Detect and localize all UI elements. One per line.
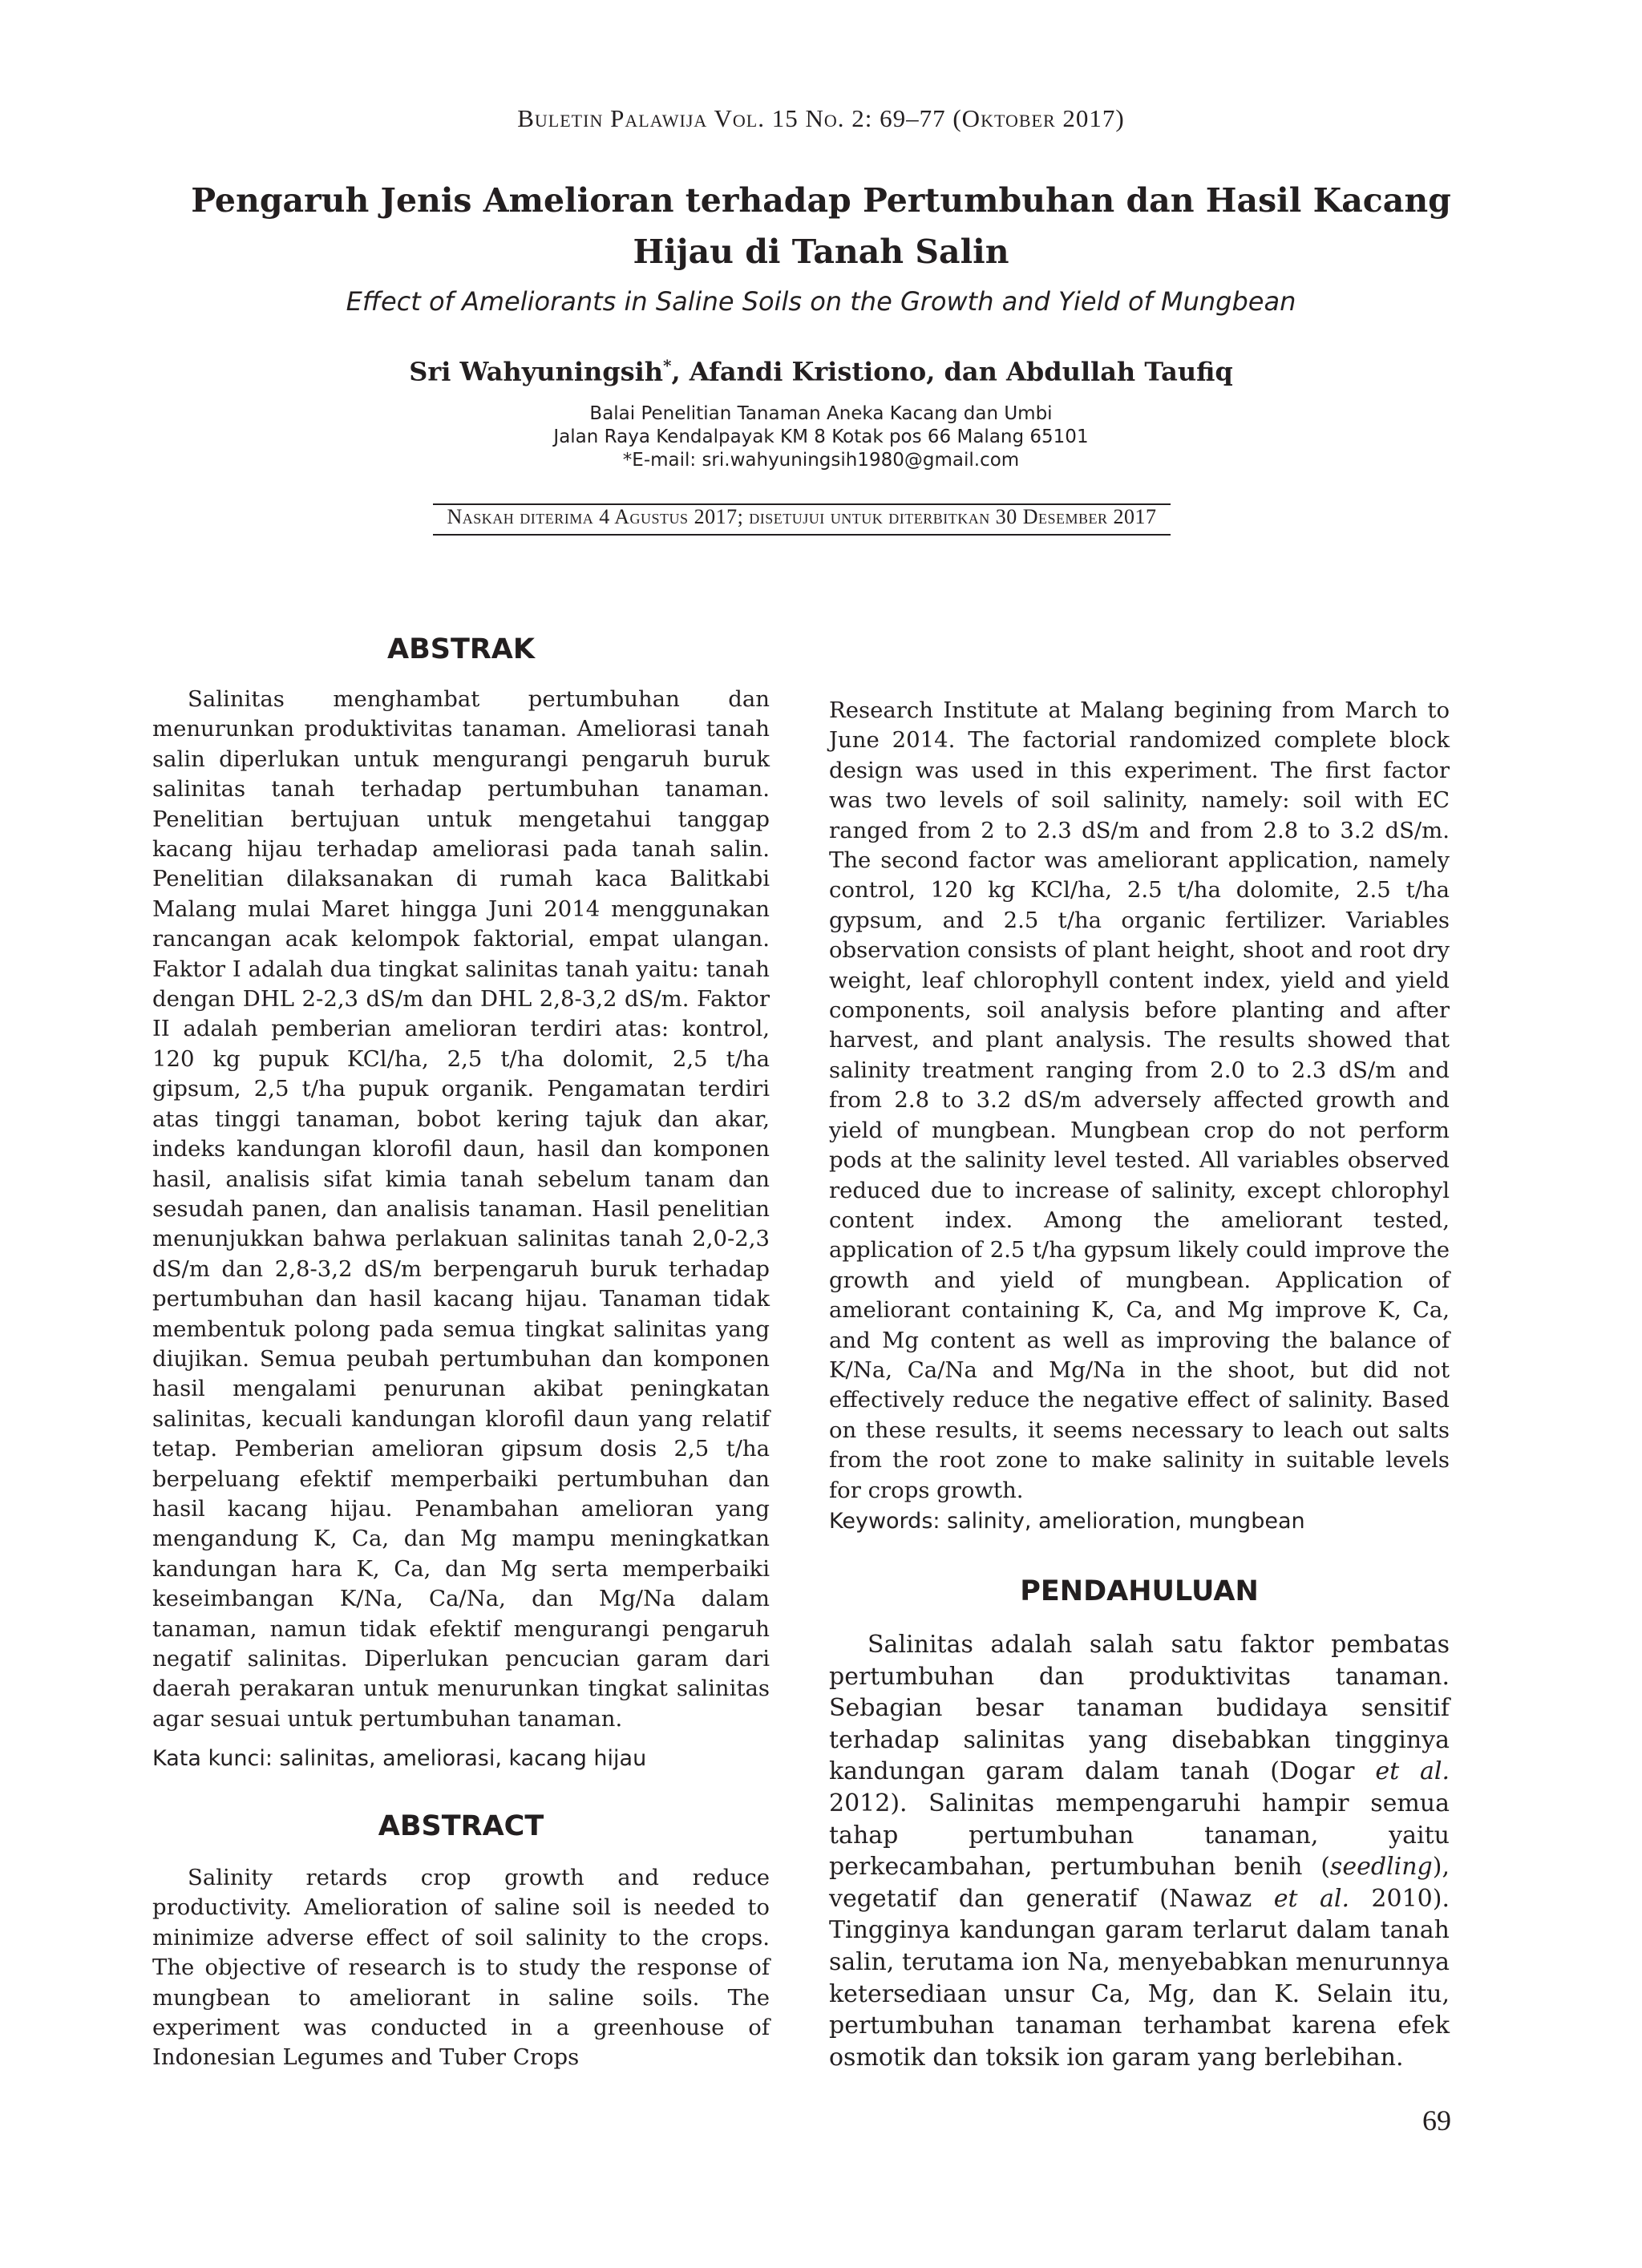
text-run: Salinitas adalah salah satu faktor pembatas pertumbuhan dan produktivitas tanaman. Sebagian besar tanaman budidaya sensitif terhadap salinitas yang disebabkan tingginya kandungan garam dalam tanah (Dogar	[829, 1631, 1450, 1786]
pendahuluan-paragraph	[829, 1629, 1450, 2073]
abstract-heading: ABSTRACT	[378, 1810, 544, 1842]
co-authors: , Afandi Kristiono, dan Abdullah Taufiq	[671, 356, 1233, 387]
abstrak-keywords: Kata kunci: salinitas, ameliorasi, kacang hijau	[152, 1746, 647, 1771]
page-number: 69	[1422, 2104, 1451, 2137]
text-run: 2012). Salinitas mempengaruhi hampir semua tahap pertumbuhan tanaman, yaitu perkecambahan, pertumbuhan benih (	[829, 1789, 1450, 1882]
abstrak-heading: ABSTRAK	[386, 633, 535, 665]
running-head: Buletin Palawija Vol. 15 No. 2: 69–77 (Oktober 2017)	[517, 104, 1125, 132]
text-run: ), vegetatif dan generatif (Nawaz	[829, 1853, 1450, 1913]
italic-run: et al.	[1375, 1757, 1450, 1786]
text-run: 2010). Tingginya kandungan garam terlarut dalam tanah salin, terutama ion Na, menyebabkan menurunnya ketersediaan unsur Ca, Mg, dan K. Selain itu, pertumbuhan tanaman terhambat karena efek osmotik dan toksik ion garam yang berlebihan.	[829, 1884, 1450, 2072]
abstract-body-part2	[829, 696, 1450, 1506]
author-name: Sri Wahyuningsih	[409, 356, 664, 387]
affiliation-address: Jalan Raya Kendalpayak KM 8 Kotak pos 66 Malang 65101	[553, 427, 1089, 447]
pendahuluan-heading: PENDAHULUAN	[1020, 1575, 1259, 1607]
abstract-keywords: Keywords: salinity, amelioration, mungbean	[829, 1509, 1305, 1534]
pendahuluan-body	[829, 1629, 1450, 2073]
italic-run: seedling	[1329, 1853, 1433, 1882]
abstrak-paragraph: Salinitas menghambat pertumbuhan dan menurunkan produktivitas tanaman. Ameliorasi tanah salin diperlukan untuk mengurangi pengaruh buruk salinitas tanah terhadap pertumbuhan tanaman. Penelitian bertujuan untuk mengetahui tanggap kacang hijau terhadap ameliorasi pada tanah salin. Penelitian dilaksanakan di rumah kaca Balitkabi Malang mulai Maret hingga Juni 2014 menggunakan rancangan acak kelompok faktorial, empat ulangan. Faktor I adalah dua tingkat salinitas tanah yaitu: tanah dengan DHL 2-2,3 dS/m dan DHL 2,8-3,2 dS/m. Faktor II adalah pemberian amelioran terdiri atas: kontrol, 120 kg pupuk KCl/ha, 2,5 t/ha dolomit, 2,5 t/ha gipsum, 2,5 t/ha pupuk organik. Pengamatan terdiri atas tinggi tanaman, bobot kering tajuk dan akar, indeks kandungan klorofil daun, hasil dan komponen hasil, analisis sifat kimia tanah sebelum tanam dan sesudah panen, dan analisis tanaman. Hasil penelitian menunjukkan bahwa perlakuan salinitas tanah 2,0-2,3 dS/m dan 2,8-3,2 dS/m berpengaruh buruk terhadap pertumbuhan dan hasil kacang hijau. Tanaman tidak membentuk polong pada semua tingkat salinitas yang diujikan. Semua peubah pertumbuhan dan komponen hasil mengalami penurunan akibat peningkatan salinitas, kecuali kandungan klorofil daun yang relatif tetap. Pemberian amelioran gipsum dosis 2,5 t/ha berpeluang efektif memperbaiki pertumbuhan dan hasil kacang hijau. Penambahan amelioran yang mengandung K, Ca, dan Mg mampu meningkatkan kandungan hara K, Ca, dan Mg serta memperbaiki keseimbangan K/Na, Ca/Na, dan Mg/Na dalam tanaman, namun tidak efektif mengurangi pengaruh negatif salinitas. Diperlukan pencucian garam dari daerah perakaran untuk menurunkan tingkat salinitas agar sesuai untuk pertumbuhan tanaman.	[152, 686, 770, 1732]
corresponding-mark: *	[663, 356, 672, 375]
abstract-body-part1	[152, 1863, 770, 2073]
affiliation-institution: Balai Penelitian Tanaman Aneka Kacang dan Umbi	[589, 403, 1053, 424]
italic-run: et al.	[1273, 1884, 1349, 1913]
abstrak-body	[152, 685, 770, 1734]
abstract-paragraph-start: Salinity retards crop growth and reduce productivity. Amelioration of saline soil is needed to minimize adverse effect of soil salinity to the crops. The objective of research is to study the response of mungbean to ameliorant in saline soils. The experiment was conducted in a greenhouse of Indonesian Legumes and Tuber Crops	[152, 1865, 770, 2071]
affiliation-email: *E-mail: sri.wahyuningsih1980@gmail.com	[622, 450, 1020, 471]
author-list	[0, 356, 1642, 387]
abstract-paragraph-continued: Research Institute at Malang begining from March to June 2014. The factorial randomized complete block design was used in this experiment. The first factor was two levels of soil salinity, namely: soil with EC ranged from 2 to 2.3 dS/m and from 2.8 to 3.2 dS/m. The second factor was ameliorant application, namely control, 120 kg KCl/ha, 2.5 t/ha dolomite, 2.5 t/ha gypsum, and 2.5 t/ha organic fertilizer. Variables observation consists of plant height, shoot and root dry weight, leaf chlorophyll content index, yield and yield components, soil analysis before planting and after harvest, and plant analysis. The results showed that salinity treatment ranging from 2.0 to 2.3 dS/m and from 2.8 to 3.2 dS/m adversely affected growth and yield of mungbean. Mungbean crop do not perform pods at the salinity level tested. All variables observed reduced due to increase of salinity, except chlorophyl content index. Among the ameliorant tested, application of 2.5 t/ha gypsum likely could improve the growth and yield of mungbean. Application of ameliorant containing K, Ca, and Mg improve K, Ca, and Mg content as well as improving the balance of K/Na, Ca/Na and Mg/Na in the shoot, but did not effectively reduce the negative effect of salinity. Based on these results, it seems necessary to leach out salts from the root zone to make salinity in suitable levels for crops growth.	[829, 697, 1450, 1503]
article-subtitle: Effect of Ameliorants in Saline Soils on the Growth and Yield of Mungbean	[346, 286, 1296, 317]
article-title: Pengaruh Jenis Amelioran terhadap Pertumbuhan dan Hasil Kacang Hijau di Tanah Salin	[191, 181, 1451, 271]
received-accepted-dates: Naskah diterima 4 Agustus 2017; disetujui untuk diterbitkan 30 Desember 2017	[433, 503, 1171, 536]
